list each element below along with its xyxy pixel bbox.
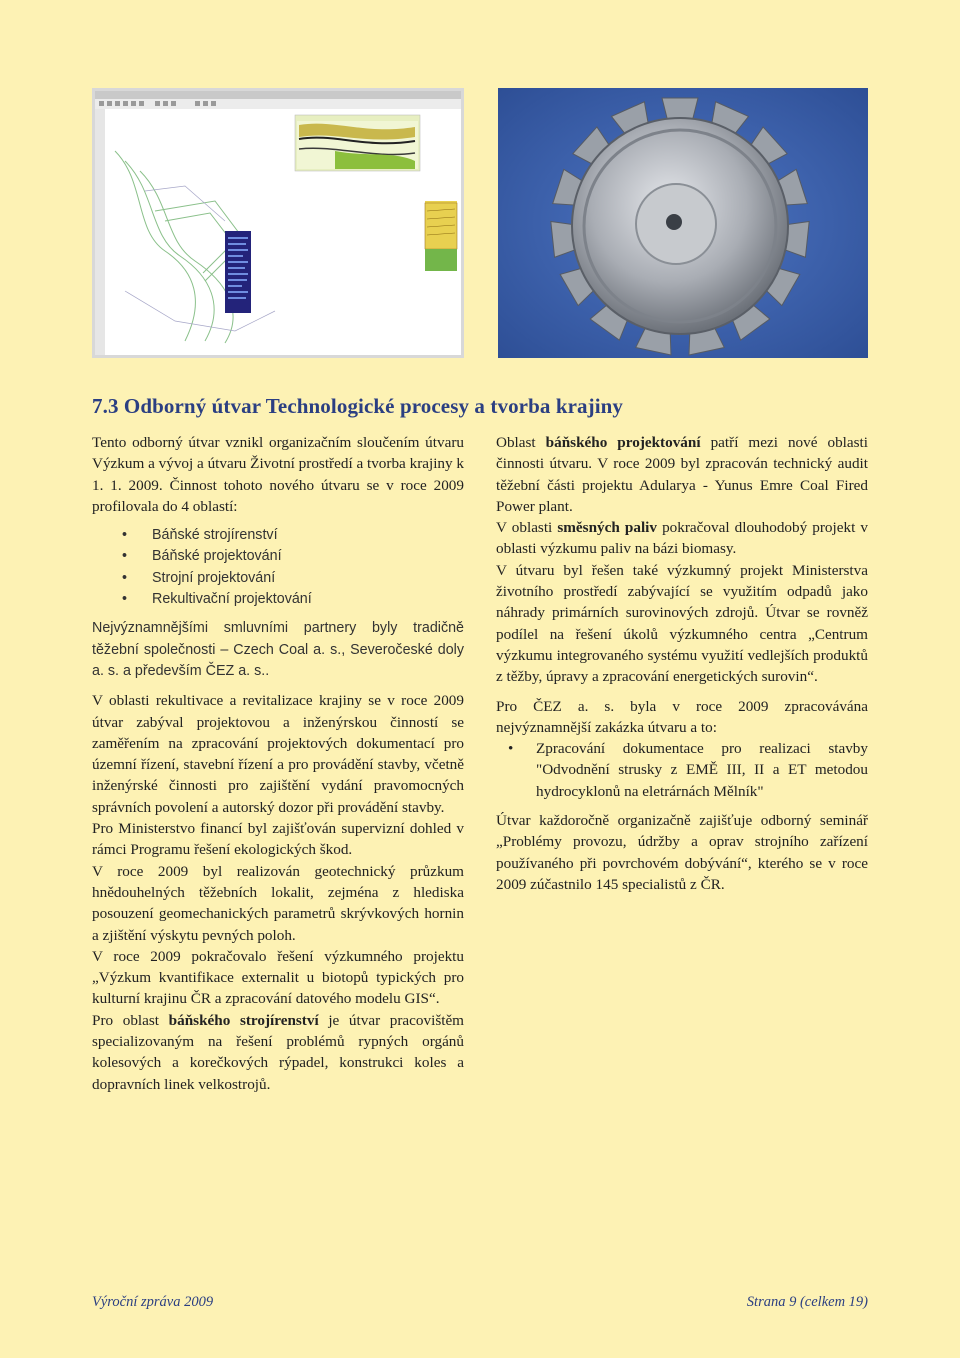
mzp-project-paragraph: V útvaru byl řešen také výzkumný projekt Ministerstva životního prostředí zabývající se využitím odpadů jako náhrady primárních surovinových zdrojů. Útvar se rovněž podílel na řešení úkolů výzkumného centra „Centrum výzkumu integrovaného systému využití vedlejších produktů z těžby, úpravy a zpracování energetických surovin“. xyxy=(496,561,868,686)
banske-projektovani-paragraph xyxy=(496,432,868,517)
paragraph-text: je útvar pracovištěm specializovaným na řešení problémů rypných orgánů kolesových a korečkových rýpadel, konstrukci koles a dopravních linek velkostrojů. xyxy=(92,1011,464,1093)
intro-paragraph: Tento odborný útvar vznikl organizačním sloučením útvaru Výzkum a vývoj a útvaru Životní prostředí a tvorba krajiny k 1. 1. 2009. Činnost tohoto nového útvaru se v roce 2009 profilovala do 4 oblastí: xyxy=(92,434,465,515)
geotechnicky-paragraph: V roce 2009 byl realizován geotechnický průzkum hnědouhelných těžebních lokalit, zejména z hlediska posouzení geomechanických parametrů skrývkových hornin a zjištění výskytu pevných poloh. xyxy=(92,862,464,944)
paragraph-emphasis: směsných paliv xyxy=(557,519,657,537)
ministerstvo-paragraph: Pro Ministerstvo financí byl zajišťován supervizní dohled v rámci Programu řešení ekologických škod. xyxy=(92,820,464,859)
list-item: • Báňské projektování xyxy=(92,546,464,567)
paragraph-text: Pro oblast xyxy=(92,1011,169,1029)
seminar-paragraph: Útvar každoročně organizačně zajišťuje odborný seminář „Problémy provozu, údržby a oprav strojního zařízení používaného při povrchovém dobývání“, kterého se v roce 2009 zúčastnilo 145 specialistů z ČR. xyxy=(496,812,868,893)
section-heading: 7.3 Odborný útvar Technologické procesy a tvorba krajiny xyxy=(92,394,624,418)
cad-screenshot-image xyxy=(92,88,464,358)
left-column xyxy=(92,432,464,1095)
partners-paragraph: Nejvýznamnějšími smluvními partnery byly tradičně těžební společnosti – Czech Coal a. s., Severočeské doly a. s. a především ČEZ a. s.. xyxy=(92,620,464,679)
right-column xyxy=(496,432,868,895)
cez-paragraph: Pro ČEZ a. s. byla v roce 2009 zpracovávána nejvýznamnější zakázka útvaru a to: xyxy=(496,697,868,736)
footer-page-number: Strana 9 (celkem 19) xyxy=(746,1294,868,1310)
list-item: • Zpracování dokumentace pro realizaci stavby "Odvodnění strusky z EMĚ III, II a ET metodou hydrocyklonů na eletrárnách Mělník" xyxy=(496,738,868,802)
list-item: • Rekultivační projektování xyxy=(92,589,464,610)
bucket-wheel-render-image xyxy=(498,88,868,358)
list-item: • Báňské strojírenství xyxy=(92,525,464,546)
banske-strojirenstvi-paragraph xyxy=(92,1010,464,1095)
footer-report-title: Výroční zpráva 2009 xyxy=(92,1294,214,1310)
paragraph-emphasis: báňského strojírenství xyxy=(168,1011,319,1029)
smesna-paliva-paragraph xyxy=(496,517,868,560)
vyzkum-paragraph: V roce 2009 pokračovalo řešení výzkumného projektu „Výzkum kvantifikace externalit u biotopů typických pro kulturní krajinu ČR a zpracování datového modelu GIS“. xyxy=(92,947,464,1008)
paragraph-text: Oblast xyxy=(496,434,546,451)
paragraph-emphasis: báňského projektování xyxy=(545,434,701,451)
rekultivace-paragraph: V oblasti rekultivace a revitalizace krajiny se v roce 2009 útvar zabýval projektovou a inženýrskou činností se zaměřením na zpracování projektových dokumentací pro územní řízení, stavební řízení a pro provádění stavby, včetně inženýrské činnosti pro zajištění vydání pravomocných správních povolení a autorský dozor při provádění stavby. xyxy=(92,692,464,816)
cez-list xyxy=(496,738,868,802)
list-item: • Strojní projektování xyxy=(92,568,464,589)
paragraph-text: pokračoval dlouhodobý projekt v oblasti výzkumu paliv na bázi biomasy. xyxy=(496,519,868,558)
areas-list xyxy=(92,525,464,610)
paragraph-text: patří mezi nové oblasti činnosti útvaru. V roce 2009 byl zpracován technický audit těžební části projektu Adularya - Yunus Emre Coal Fired Power plant. xyxy=(496,434,868,515)
paragraph-text: V oblasti xyxy=(496,519,558,537)
